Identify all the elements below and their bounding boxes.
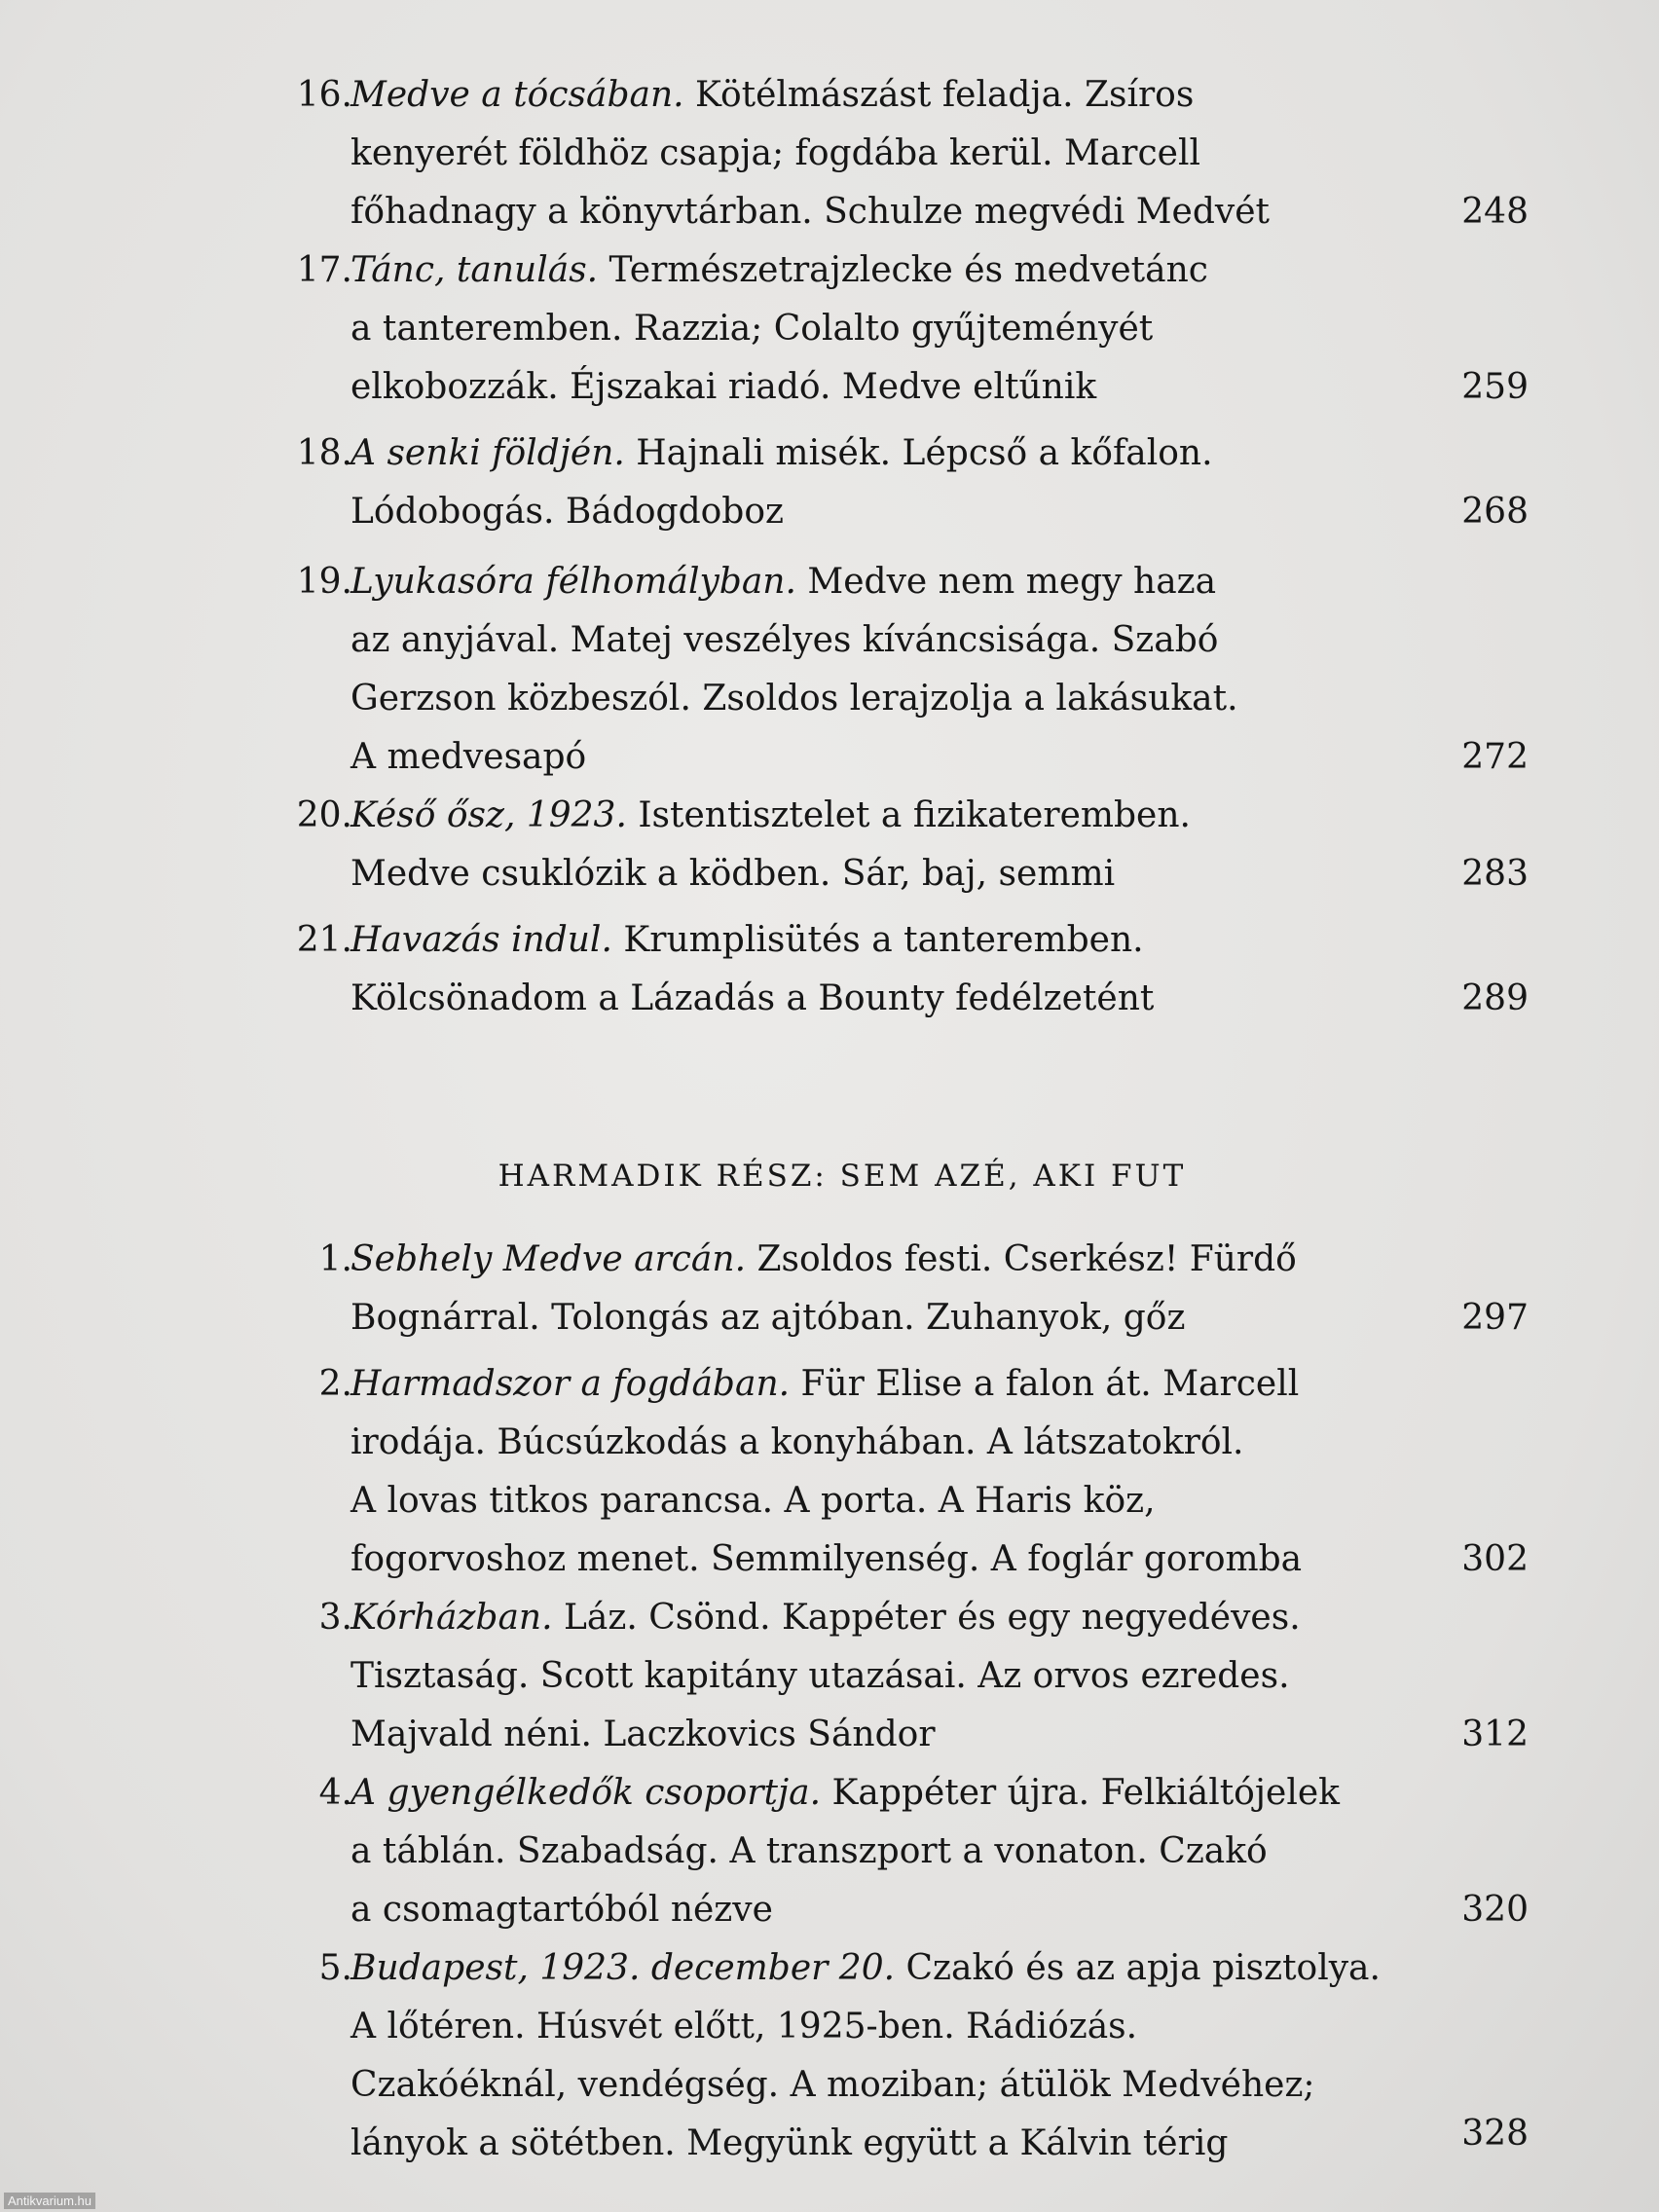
entry-line: A gyengélkedők csoportja. Kappéter újra. Felkiáltójelek [350, 1773, 1340, 1813]
entry-line: A senki földjén. Hajnali misék. Lépcső a kőfalon. [350, 433, 1213, 473]
page-number: 312 [1461, 1714, 1529, 1754]
chapter-title: A senki földjén. [350, 433, 625, 473]
chapter-title: Lyukasóra félhomályban. [350, 562, 796, 602]
chapter-number: 21. [296, 920, 352, 960]
entry-line: lányok a sötétben. Megyünk együtt a Kálvin térig [350, 2123, 1229, 2163]
chapter-title: Harmadszor a fogdában. [350, 1364, 791, 1404]
part-heading: HARMADIK RÉSZ: SEM AZÉ, AKI FUT [498, 1159, 1187, 1194]
entry-line: Bognárral. Tolongás az ajtóban. Zuhanyok, gőz [350, 1298, 1186, 1338]
toc-entry-3 [282, 1599, 1529, 1764]
toc-entry-5 [282, 1949, 1529, 2173]
chapter-number: 19. [296, 562, 352, 602]
entry-line: a tanteremben. Razzia; Colalto gyűjteményét [350, 309, 1154, 349]
page-number: 272 [1461, 737, 1529, 777]
page-number: 283 [1461, 854, 1529, 894]
chapter-title: Kórházban. [350, 1598, 553, 1638]
toc-entry-18 [282, 434, 1529, 541]
toc-entry-21 [282, 921, 1529, 1028]
entry-line: Gerzson közbeszól. Zsoldos lerajzolja a lakásukat. [350, 679, 1238, 719]
toc-entry-20 [282, 796, 1529, 903]
chapter-number: 18. [296, 433, 352, 473]
chapter-number: 3. [318, 1598, 352, 1638]
entry-line: A lőtéren. Húsvét előtt, 1925-ben. Rádiózás. [350, 2007, 1138, 2046]
entry-line: elkobozzák. Éjszakai riadó. Medve eltűnik [350, 367, 1097, 407]
page-number: 320 [1461, 1890, 1529, 1930]
chapter-number: 17. [296, 250, 352, 290]
chapter-title: Budapest, 1923. december 20. [350, 1948, 896, 1988]
page-number: 248 [1461, 192, 1529, 232]
chapter-number: 1. [318, 1239, 352, 1279]
entry-line: Lódobogás. Bádogdoboz [350, 492, 784, 532]
page-number: 289 [1461, 978, 1529, 1018]
chapter-title: Sebhely Medve arcán. [350, 1239, 747, 1279]
entry-line: a csomagtartóból nézve [350, 1890, 773, 1930]
entry-line: fogorvoshoz menet. Semmilyenség. A foglár goromba [350, 1539, 1303, 1579]
entry-line: Budapest, 1923. december 20. Czakó és az apja pisztolya. [350, 1948, 1381, 1988]
page-number: 259 [1461, 367, 1529, 407]
entry-line: az anyjával. Matej veszélyes kíváncsisága. Szabó [350, 620, 1219, 660]
entry-line: Tisztaság. Scott kapitány utazásai. Az orvos ezredes. [350, 1656, 1290, 1696]
toc-entry-1 [282, 1240, 1529, 1347]
page-number: 328 [1461, 2114, 1529, 2154]
chapter-title: Tánc, tanulás. [350, 250, 599, 290]
entry-line: irodája. Búcsúzkodás a konyhában. A látszatokról. [350, 1422, 1244, 1462]
chapter-title: Késő ősz, 1923. [350, 795, 627, 835]
page-number: 297 [1461, 1298, 1529, 1338]
entry-line: Késő ősz, 1923. Istentisztelet a fizikateremben. [350, 795, 1191, 835]
entry-line: Medve csuklózik a ködben. Sár, baj, semmi [350, 854, 1116, 894]
entry-line: A medvesapó [350, 737, 587, 777]
chapter-title: A gyengélkedők csoportja. [350, 1773, 822, 1813]
entry-line: Medve a tócsában. Kötélmászást feladja. Zsíros [350, 75, 1195, 115]
page-number: 302 [1461, 1539, 1529, 1579]
entry-line: Lyukasóra félhomályban. Medve nem megy haza [350, 562, 1217, 602]
chapter-title: Havazás indul. [350, 920, 612, 960]
chapter-title: Medve a tócsában. [350, 75, 684, 115]
entry-line: Tánc, tanulás. Természetrajzlecke és medvetánc [350, 250, 1208, 290]
page-number: 268 [1461, 492, 1529, 532]
entry-line: a táblán. Szabadság. A transzport a vonaton. Czakó [350, 1831, 1268, 1871]
toc-entry-19 [282, 563, 1529, 787]
chapter-number: 2. [318, 1364, 352, 1404]
chapter-number: 5. [318, 1948, 352, 1988]
entry-line: Sebhely Medve arcán. Zsoldos festi. Cserkész! Fürdő [350, 1239, 1297, 1279]
entry-line: főhadnagy a könyvtárban. Schulze megvédi Medvét [350, 192, 1271, 232]
entry-line: Kölcsönadom a Lázadás a Bounty fedélzetént [350, 978, 1155, 1018]
toc-entry-4 [282, 1774, 1529, 1939]
toc-entry-2 [282, 1365, 1529, 1589]
entry-line: kenyerét földhöz csapja; fogdába kerül. Marcell [350, 133, 1200, 173]
entry-line: Kórházban. Láz. Csönd. Kappéter és egy negyedéves. [350, 1598, 1301, 1638]
entry-line: Harmadszor a fogdában. Für Elise a falon át. Marcell [350, 1364, 1300, 1404]
chapter-number: 16. [296, 75, 352, 115]
entry-line: A lovas titkos parancsa. A porta. A Haris köz, [350, 1481, 1156, 1521]
chapter-number: 4. [318, 1773, 352, 1813]
entry-line: Czakóéknál, vendégség. A moziban; átülök Medvéhez; [350, 2065, 1315, 2105]
entry-line: Havazás indul. Krumplisütés a tanteremben. [350, 920, 1144, 960]
entry-line: Majvald néni. Laczkovics Sándor [350, 1714, 936, 1754]
toc-entry-16 [282, 76, 1529, 241]
watermark: Antikvarium.hu [4, 2193, 95, 2209]
chapter-number: 20. [296, 795, 352, 835]
toc-entry-17 [282, 251, 1529, 417]
